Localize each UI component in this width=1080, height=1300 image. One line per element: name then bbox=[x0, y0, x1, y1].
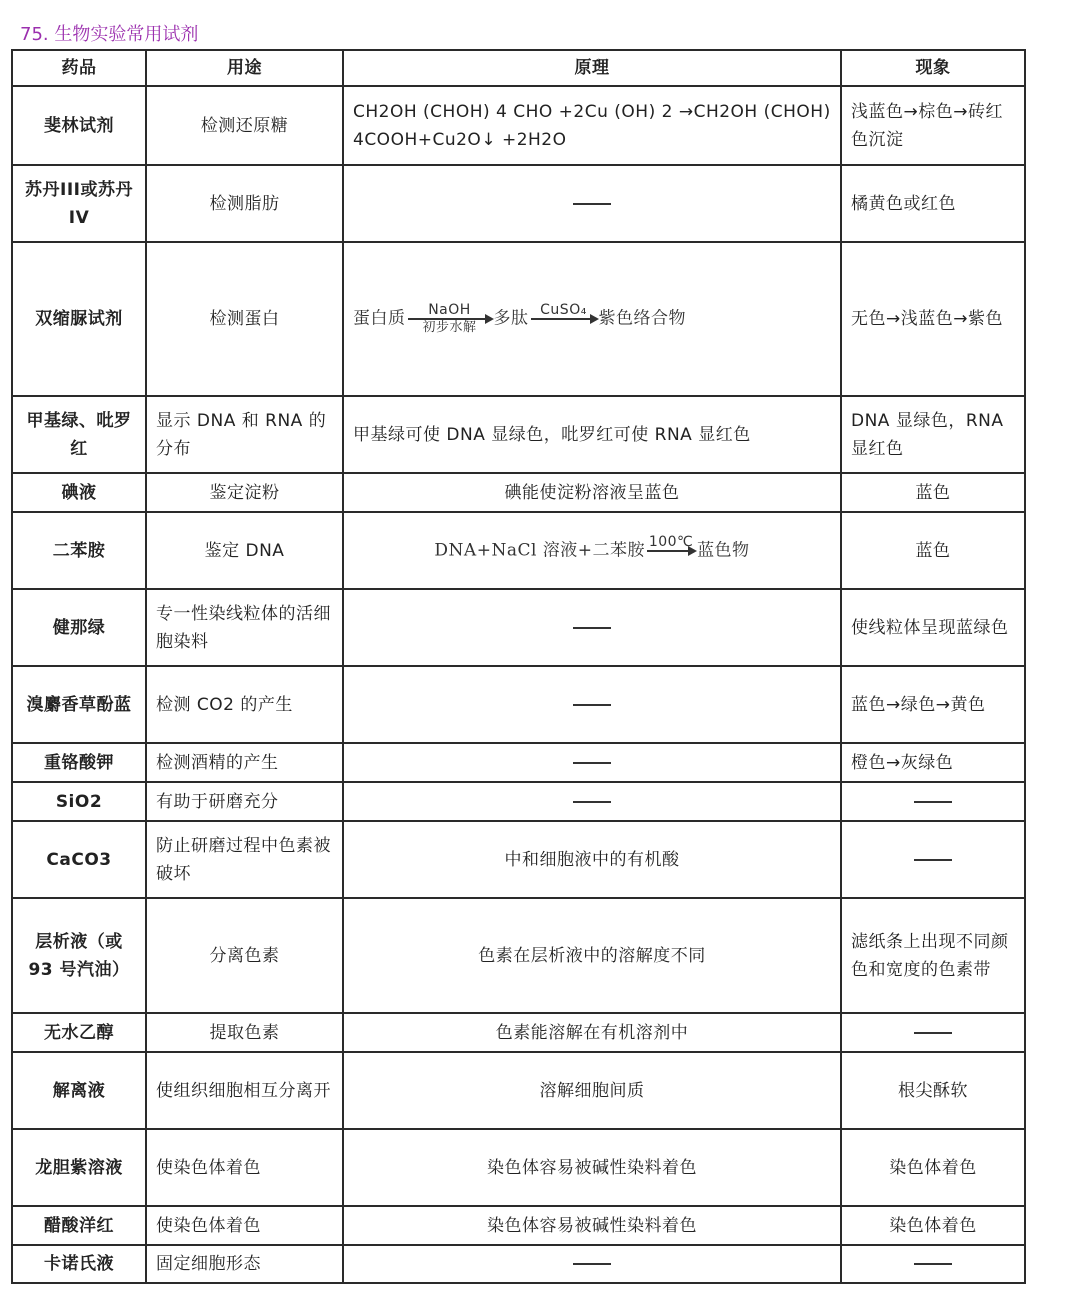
reagent-principle: 染色体容易被碱性染料着色 bbox=[343, 1206, 841, 1245]
reagent-result: 滤纸条上出现不同颜色和宽度的色素带 bbox=[841, 898, 1025, 1013]
reagent-result bbox=[841, 1245, 1025, 1283]
reagent-principle: 染色体容易被碱性染料着色 bbox=[343, 1129, 841, 1206]
reagent-principle bbox=[343, 1245, 841, 1283]
dash-line bbox=[573, 1263, 611, 1265]
reagent-principle bbox=[343, 666, 841, 743]
reagent-use: 检测还原糖 bbox=[146, 86, 343, 165]
reagent-result: 蓝色 bbox=[841, 473, 1025, 512]
reagent-use: 防止研磨过程中色素被破坏 bbox=[146, 821, 343, 898]
reagent-principle: 溶解细胞间质 bbox=[343, 1052, 841, 1129]
header-use: 用途 bbox=[146, 50, 343, 86]
table-row bbox=[12, 473, 1025, 512]
reagent-name: CaCO3 bbox=[12, 821, 146, 898]
table-row bbox=[12, 1129, 1025, 1206]
header-reagent: 药品 bbox=[12, 50, 146, 86]
reagent-use: 使染色体着色 bbox=[146, 1206, 343, 1245]
dna-reaction-formula bbox=[343, 512, 841, 589]
reagent-name: 重铬酸钾 bbox=[12, 743, 146, 782]
reagent-name: 醋酸洋红 bbox=[12, 1206, 146, 1245]
reagent-name: 双缩脲试剂 bbox=[12, 242, 146, 396]
formula-product: 蓝色物 bbox=[697, 540, 750, 560]
reagent-use: 固定细胞形态 bbox=[146, 1245, 343, 1283]
reagent-name: 卡诺氏液 bbox=[12, 1245, 146, 1283]
arrow-label-top: CuSO₄ bbox=[540, 302, 587, 318]
reagent-result: 染色体着色 bbox=[841, 1206, 1025, 1245]
table-row bbox=[12, 1206, 1025, 1245]
reagent-result: 橘黄色或红色 bbox=[841, 165, 1025, 242]
reagent-use: 检测 CO2 的产生 bbox=[146, 666, 343, 743]
reagent-result: 蓝色 bbox=[841, 512, 1025, 589]
formula-reactants: DNA+NaCl 溶液+二苯胺 bbox=[434, 540, 646, 560]
dash-line bbox=[573, 203, 611, 205]
table-header-row bbox=[12, 50, 1025, 86]
dash-line bbox=[573, 762, 611, 764]
reagent-result: 浅蓝色→棕色→砖红色沉淀 bbox=[841, 86, 1025, 165]
reagent-name: 溴麝香草酚蓝 bbox=[12, 666, 146, 743]
reagent-use: 专一性染线粒体的活细胞染料 bbox=[146, 589, 343, 666]
arrow-label-top: 100℃ bbox=[648, 533, 694, 550]
reagent-result: DNA 显绿色，RNA 显红色 bbox=[841, 396, 1025, 473]
reagent-name: 二苯胺 bbox=[12, 512, 146, 589]
table-row bbox=[12, 589, 1025, 666]
reagent-table bbox=[11, 49, 1026, 1284]
reagent-principle: 甲基绿可使 DNA 显绿色，吡罗红可使 RNA 显红色 bbox=[343, 396, 841, 473]
reagent-result: 使线粒体呈现蓝绿色 bbox=[841, 589, 1025, 666]
dash-line bbox=[914, 1032, 952, 1034]
reagent-principle: CH2OH (CHOH) 4 CHO +2Cu (OH) 2 →CH2OH (CHOH) 4COOH+Cu2O↓ +2H2O bbox=[343, 86, 841, 165]
dash-line bbox=[914, 859, 952, 861]
table-row bbox=[12, 165, 1025, 242]
reagent-principle: 色素在层析液中的溶解度不同 bbox=[343, 898, 841, 1013]
formula-complex: 紫色络合物 bbox=[598, 308, 686, 329]
reagent-name: 健那绿 bbox=[12, 589, 146, 666]
reagent-use: 鉴定淀粉 bbox=[146, 473, 343, 512]
reagent-principle bbox=[343, 782, 841, 821]
reagent-principle: 色素能溶解在有机溶剂中 bbox=[343, 1013, 841, 1052]
page-title: 75. 生物实验常用试剂 bbox=[20, 24, 199, 45]
reagent-principle bbox=[343, 165, 841, 242]
table-row bbox=[12, 1052, 1025, 1129]
dash-line bbox=[914, 1263, 952, 1265]
reagent-result: 根尖酥软 bbox=[841, 1052, 1025, 1129]
reagent-use: 检测酒精的产生 bbox=[146, 743, 343, 782]
arrow-label-bottom: 初步水解 bbox=[422, 320, 477, 335]
reagent-use: 分离色素 bbox=[146, 898, 343, 1013]
reagent-result: 无色→浅蓝色→紫色 bbox=[841, 242, 1025, 396]
dash-line bbox=[914, 801, 952, 803]
table-row bbox=[12, 821, 1025, 898]
reagent-name: 甲基绿、吡罗红 bbox=[12, 396, 146, 473]
table-row bbox=[12, 396, 1025, 473]
header-result: 现象 bbox=[841, 50, 1025, 86]
dash-line bbox=[573, 704, 611, 706]
reagent-result bbox=[841, 1013, 1025, 1052]
reagent-use: 显示 DNA 和 RNA 的分布 bbox=[146, 396, 343, 473]
reagent-use: 鉴定 DNA bbox=[146, 512, 343, 589]
table-row bbox=[12, 743, 1025, 782]
dash-line bbox=[573, 801, 611, 803]
reagent-use: 使染色体着色 bbox=[146, 1129, 343, 1206]
arrow-label-top: NaOH bbox=[428, 302, 471, 318]
table-row bbox=[12, 782, 1025, 821]
reagent-result: 橙色→灰绿色 bbox=[841, 743, 1025, 782]
reagent-name: 碘液 bbox=[12, 473, 146, 512]
reagent-use: 有助于研磨充分 bbox=[146, 782, 343, 821]
reagent-use: 检测蛋白 bbox=[146, 242, 343, 396]
table-row bbox=[12, 1013, 1025, 1052]
reagent-result bbox=[841, 821, 1025, 898]
reagent-use: 提取色素 bbox=[146, 1013, 343, 1052]
biuret-reaction-formula bbox=[343, 242, 841, 396]
reagent-name: 无水乙醇 bbox=[12, 1013, 146, 1052]
reagent-principle: 碘能使淀粉溶液呈蓝色 bbox=[343, 473, 841, 512]
table-row bbox=[12, 86, 1025, 165]
reaction-arrow bbox=[647, 534, 695, 568]
dash-line bbox=[573, 627, 611, 629]
reaction-arrow bbox=[408, 302, 492, 336]
reagent-name: 斐林试剂 bbox=[12, 86, 146, 165]
reagent-name: 龙胆紫溶液 bbox=[12, 1129, 146, 1206]
table-row bbox=[12, 666, 1025, 743]
reaction-arrow bbox=[531, 302, 597, 336]
reagent-name: 层析液（或 93 号汽油） bbox=[12, 898, 146, 1013]
reagent-use: 使组织细胞相互分离开 bbox=[146, 1052, 343, 1129]
reagent-use: 检测脂肪 bbox=[146, 165, 343, 242]
table-row bbox=[12, 242, 1025, 396]
table-row bbox=[12, 898, 1025, 1013]
header-principle: 原理 bbox=[343, 50, 841, 86]
table-row bbox=[12, 512, 1025, 589]
reagent-principle bbox=[343, 743, 841, 782]
reagent-principle bbox=[343, 589, 841, 666]
formula-protein: 蛋白质 bbox=[353, 308, 406, 329]
reagent-result bbox=[841, 782, 1025, 821]
reagent-name: 苏丹III或苏丹IV bbox=[12, 165, 146, 242]
table-row bbox=[12, 1245, 1025, 1283]
formula-peptide: 多肽 bbox=[493, 308, 529, 329]
reagent-principle: 中和细胞液中的有机酸 bbox=[343, 821, 841, 898]
reagent-name: SiO2 bbox=[12, 782, 146, 821]
reagent-result: 蓝色→绿色→黄色 bbox=[841, 666, 1025, 743]
reagent-name: 解离液 bbox=[12, 1052, 146, 1129]
reagent-result: 染色体着色 bbox=[841, 1129, 1025, 1206]
